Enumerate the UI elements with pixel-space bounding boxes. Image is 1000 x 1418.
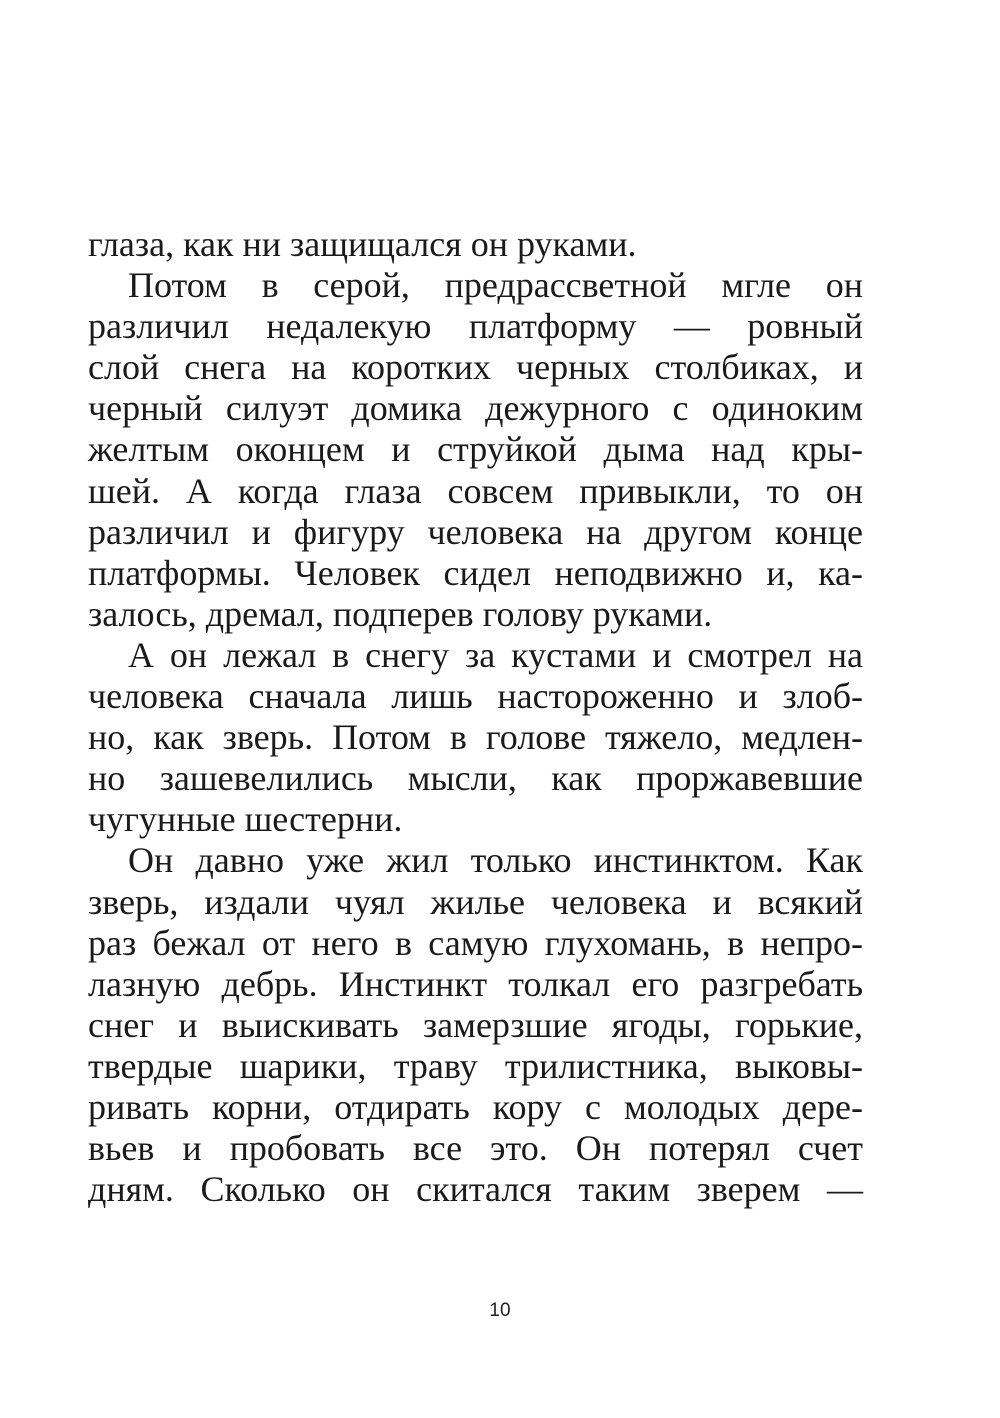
text-line: слой снега на коротких черных столбиках, и bbox=[88, 347, 863, 388]
text-line: платформы. Человек сидел неподвижно и, ка- bbox=[88, 552, 863, 593]
text-line: А он лежал в снегу за кустами и смотрел на bbox=[128, 634, 863, 675]
text-line: вьев и пробовать все это. Он потерял счет bbox=[88, 1128, 863, 1169]
text-line: человека сначала лишь настороженно и злоб- bbox=[88, 676, 863, 717]
text-line: Потом в серой, предрассветной мгле он bbox=[128, 265, 863, 306]
page-number: 10 bbox=[489, 1300, 511, 1321]
text-line: дням. Сколько он скитался таким зверем — bbox=[88, 1169, 863, 1210]
text-line: различил недалекую платформу — ровный bbox=[88, 306, 863, 347]
text-line: черный силуэт домика дежурного с одиноким bbox=[88, 388, 863, 429]
text-line: зверь, издали чуял жилье человека и всякий bbox=[88, 881, 863, 922]
text-line: шей. А когда глаза совсем привыкли, то он bbox=[88, 470, 863, 511]
text-line: но, как зверь. Потом в голове тяжело, медлен- bbox=[88, 717, 863, 758]
text-line: желтым оконцем и струйкой дыма над кры- bbox=[88, 429, 863, 470]
text-line: Он давно уже жил только инстинктом. Как bbox=[128, 840, 863, 881]
body-text bbox=[88, 224, 863, 1210]
text-line: залось, дремал, подперев голову руками. bbox=[88, 593, 713, 634]
text-line: раз бежал от него в самую глухомань, в непро- bbox=[88, 922, 863, 963]
text-line: твердые шарики, траву трилистника, выковы- bbox=[88, 1045, 863, 1086]
text-line: лазную дебрь. Инстинкт толкал его разгребать bbox=[88, 963, 863, 1004]
text-line: различил и фигуру человека на другом конце bbox=[88, 511, 863, 552]
text-line: чугунные шестерни. bbox=[88, 799, 403, 840]
text-line: ривать корни, отдирать кору с молодых дере- bbox=[88, 1086, 863, 1127]
text-line: глаза, как ни защищался он руками. bbox=[88, 224, 637, 264]
text-line: снег и выискивать замерзшие ягоды, горькие, bbox=[88, 1004, 863, 1045]
text-line: но зашевелились мысли, как проржавевшие bbox=[88, 758, 863, 799]
